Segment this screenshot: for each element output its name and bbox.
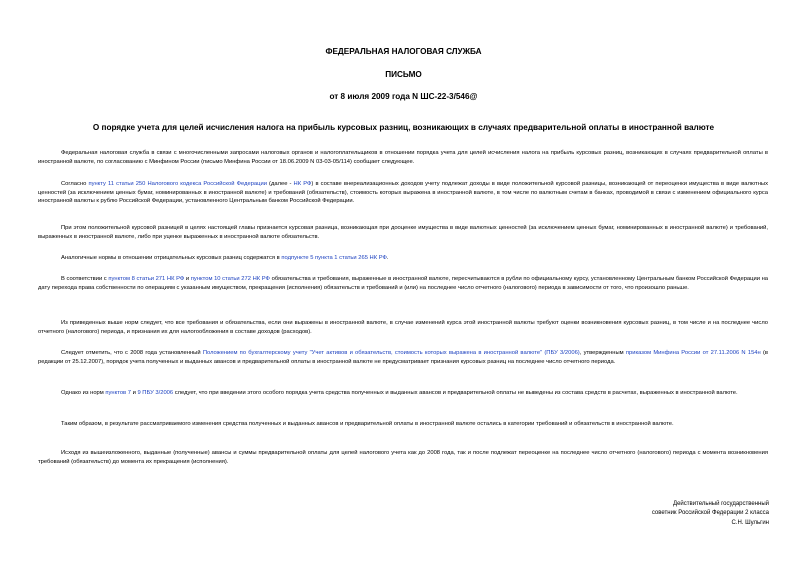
paragraph-2: Согласно пункту 11 статьи 250 Налогового кодекса Российской Федерации (далее - НК РФ) в составе внереализационных доходов учету подлежат доходы в виде положительной курсовой разницы, возникающей от переоценки имущества в виде валютных ценностей (за исключением ценных бумаг, номинированных в иностранной валюте) и требований (обязательств), стоимость которых выражена в иностранной валюте, в том числе по валютным счетам в банках, проводимой в связи с изменением официального курса иностранной валюты к рублю Российской Федерации, установленного Центральным банком Российской Федерации. bbox=[38, 181, 768, 205]
paragraph-7: Следует отметить, что с 2008 года установленный Положением по бухгалтерскому учету "Учет активов и обязательств, стоимость которых выражена в иностранной валюте" (ПБУ 3/2006), утвержденным приказом Минфина России от 27.11.2006 N 154н (в редакции от 25.12.2007), порядок учета полученных и выданных авансов и предварительной оплаты в иностранной валюте не предусматривает признания курсовых разниц на последнее число отчетного периода. bbox=[38, 350, 768, 365]
signature-title-line2: советник Российской Федерации 2 класса bbox=[651, 510, 769, 517]
paragraph-1: Федеральная налоговая служба в связи с многочисленными запросами налоговых органов и налогоплательщиков в отношении порядка учета для целей исчисления налога на прибыль курсовых разниц, возникающих в случаях предварительной оплаты в иностранной валюте, по согласованию с Минфином России (письмо Минфина России от 18.06.2009 N 03-03-05/114) сообщает следующее. bbox=[38, 150, 768, 165]
link-order-154n[interactable]: приказом Минфина России от 27.11.2006 N 154н bbox=[625, 350, 761, 356]
link-nk-rf[interactable]: НК РФ bbox=[293, 181, 312, 187]
signature-block bbox=[652, 500, 769, 528]
doc-subject: О порядке учета для целей исчисления налога на прибыль курсовых разниц, возникающих в случаях предварительной оплаты в иностранной валюте bbox=[92, 123, 715, 132]
doc-type: ПИСЬМО bbox=[385, 70, 422, 79]
paragraph-10: Исходя из вышеизложенного, выданные (полученные) авансы и суммы предварительной оплаты для целей налогового учета как до 2008 года, так и после подлежат переоценке на последнее число отчетного (налогового) периода с момента возникновения требований (обязательств) до момента их прекращения (исполнения). bbox=[38, 450, 768, 465]
link-pbu-item-7[interactable]: пунктов 7 bbox=[105, 390, 131, 396]
paragraph-8: Однако из норм пунктов 7 и 9 ПБУ 3/2006 следует, что при введении этого особого порядка учета средства полученных и выданных авансов и предварительной оплаты не выведены из состава средств в расчетах, выраженных в иностранной валюте. bbox=[61, 390, 738, 396]
link-article-250[interactable]: пункту 11 статьи 250 Налогового кодекса Российской Федерации bbox=[88, 181, 267, 187]
signature-title-line1: Действительный государственный bbox=[673, 501, 769, 507]
signature-name: С.Н. Шульгин bbox=[731, 519, 769, 526]
paragraph-4: Аналогичные нормы в отношении отрицательных курсовых разниц содержатся в подпункте 5 пункта 1 статьи 265 НК РФ. bbox=[61, 255, 389, 261]
link-article-272[interactable]: пунктом 10 статьи 272 НК РФ bbox=[190, 276, 270, 282]
paragraph-3: При этом положительной курсовой разницей в целях настоящей главы признается курсовая разница, возникающая при дооценке имущества в виде валютных ценностей (за исключением ценных бумаг, номинированных в иностранной валюте) и требований, выраженных в иностранной валюте, либо при уценке выраженных в иностранной валюте обязательств. bbox=[38, 225, 768, 240]
link-article-271[interactable]: пунктом 8 статьи 271 НК РФ bbox=[108, 276, 185, 282]
paragraph-5: В соответствии с пунктом 8 статьи 271 НК РФ и пунктом 10 статьи 272 НК РФ обязательства и требования, выраженные в иностранной валюте, пересчитываются в рубли по официальному курсу, установленному Центральным банком Российской Федерации на дату перехода права собственности по операциям с указанным имуществом, прекращения (исполнения) обязательств и требований и (или) на последнее число отчетного (налогового) периода в зависимости от того, что произошло раньше. bbox=[38, 276, 769, 291]
paragraph-9: Таким образом, в результате рассматриваемого изменения средства полученных и выданных авансов и предварительной оплаты в иностранной валюте остались в категории требований и обязательств в иностранной валюте. bbox=[61, 421, 674, 427]
paragraph-6: Из приведенных выше норм следует, что все требования и обязательства, если они выражены в иностранной валюте, в случае изменений курса этой иностранной валюты требуют оценки возникновения курсовых разниц, в том числе и на последнее число отчетного (налогового) периода, и признания их для налогообложения в составе доходов (расходов). bbox=[38, 320, 768, 335]
agency-title: ФЕДЕРАЛЬНАЯ НАЛОГОВАЯ СЛУЖБА bbox=[325, 47, 482, 56]
doc-date-number: от 8 июля 2009 года N ШС-22-3/546@ bbox=[329, 92, 478, 101]
link-article-265[interactable]: подпункте 5 пункта 1 статьи 265 НК РФ bbox=[281, 255, 387, 261]
link-pbu-item-9[interactable]: 9 ПБУ 3/2006 bbox=[137, 390, 174, 396]
link-pbu-3-2006[interactable]: Положением по бухгалтерскому учету "Учет активов и обязательств, стоимость которых выражена в иностранной валюте" (ПБУ 3/2006) bbox=[202, 350, 580, 356]
